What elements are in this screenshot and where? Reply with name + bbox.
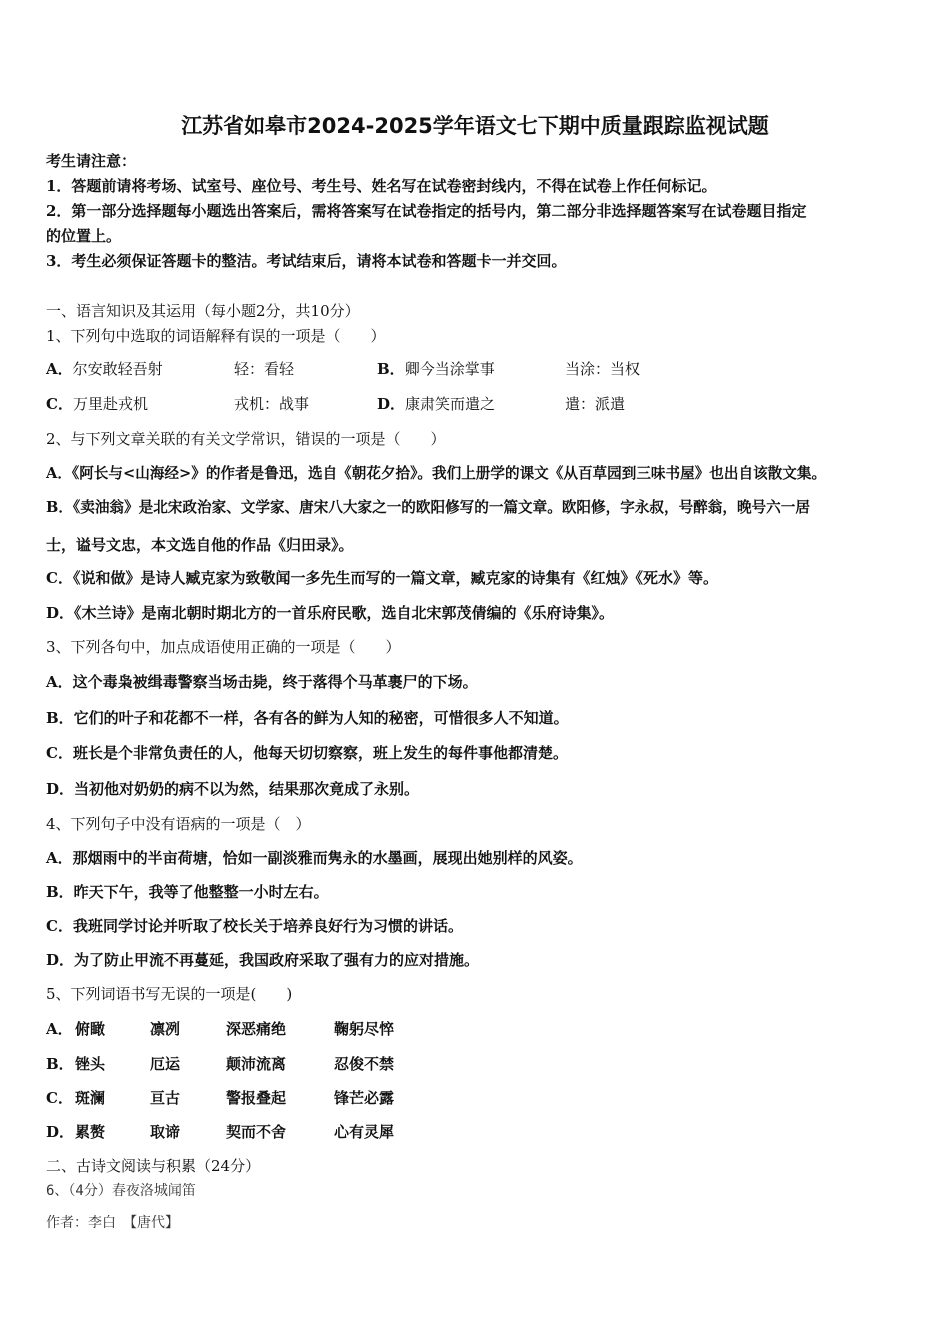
section2-heading: 二、古诗文阅读与积累（24分）: [46, 1157, 261, 1175]
q2-stem: 2、与下列文章关联的有关文学常识，错误的一项是（ ）: [46, 430, 446, 448]
q2-option-b: B．《卖油翁》是北宋政治家、文学家、唐宋八大家之一的欧阳修写的一篇文章。欧阳修，字永叔，号醉翁，晚号六一居: [46, 499, 810, 516]
q5-d-word-1: 累赘: [75, 1123, 106, 1141]
option-label: B．: [377, 360, 405, 378]
q5-c-word-4: 锋芒必露: [334, 1089, 395, 1107]
section1-heading: 一、语言知识及其运用（每小题2分，共10分）: [46, 302, 360, 320]
option-label: A．: [46, 360, 73, 378]
q5-stem: 5、下列词语书写无误的一项是( ): [46, 985, 293, 1003]
notice-heading: 考生请注意：: [46, 152, 137, 170]
q5-c-word-2: 亘古: [150, 1089, 181, 1107]
q1-option-c-note: 戎机：战事: [234, 395, 310, 413]
q4-option-b: B．昨天下午，我等了他整整一小时左右。: [46, 883, 329, 901]
q5-option-d-label: D．: [46, 1123, 75, 1141]
option-label: D．: [377, 395, 406, 413]
q5-c-word-3: 警报叠起: [226, 1089, 287, 1107]
q4-option-a: A．那烟雨中的半亩荷塘，恰如一副淡雅而隽永的水墨画，展现出她别样的风姿。: [46, 849, 583, 867]
q5-option-c-label: C．: [46, 1089, 73, 1107]
q5-option-a-label: A．: [46, 1020, 73, 1038]
q4-option-d: D．为了防止甲流不再蔓延，我国政府采取了强有力的应对措施。: [46, 951, 480, 969]
option-text: 康肃笑而遣之: [405, 395, 496, 413]
q5-d-word-2: 取谛: [150, 1123, 181, 1141]
q5-b-word-3: 颠沛流离: [226, 1055, 287, 1073]
q3-option-a: A．这个毒枭被缉毒警察当场击毙，终于落得个马革裹尸的下场。: [46, 673, 478, 691]
q6-stem: 6、（4分）春夜洛城闻笛: [46, 1183, 196, 1199]
option-text: 尔安敢轻吾射: [72, 360, 163, 378]
q2-option-a: A．《阿长与<山海经>》的作者是鲁迅，选自《朝花夕拾》。我们上册学的课文《从百草园到三味书屋》也出自该散文集。: [46, 465, 827, 482]
notice-item-3: 3．考生必须保证答题卡的整洁。考试结束后，请将本试卷和答题卡一并交回。: [46, 252, 567, 270]
q1-option-b: [377, 359, 495, 379]
q5-c-word-1: 斑澜: [75, 1089, 106, 1107]
q5-d-word-3: 契而不舍: [226, 1123, 287, 1141]
q2-option-b-cont: 士，谥号文忠，本文选自他的作品《归田录》。: [46, 536, 354, 554]
q1-option-c: [46, 394, 148, 414]
q1-option-a-note: 轻：看轻: [234, 360, 295, 378]
option-text: 卿今当涂掌事: [404, 360, 495, 378]
q1-stem: 1、下列句中选取的词语解释有误的一项是（ ）: [46, 327, 386, 345]
option-text: 万里赴戎机: [72, 395, 148, 413]
q1-option-d-note: 遣：派遣: [565, 395, 626, 413]
notice-item-1: 1．答题前请将考场、试室号、座位号、考生号、姓名写在试卷密封线内，不得在试卷上作任何标记。: [46, 177, 717, 195]
q5-option-b-label: B．: [46, 1055, 74, 1073]
q1-option-a: [46, 359, 163, 379]
q5-a-word-4: 鞠躬尽悴: [334, 1020, 395, 1038]
q1-option-d: [377, 394, 495, 414]
q2-option-c: C．《说和做》是诗人臧克家为致敬闻一多先生而写的一篇文章，臧克家的诗集有《红烛》《死水》等。: [46, 569, 718, 587]
q5-a-word-1: 俯瞰: [75, 1020, 106, 1038]
q3-option-c: C．班长是个非常负责任的人，他每天切切察察，班上发生的每件事他都清楚。: [46, 744, 568, 762]
q5-d-word-4: 心有灵犀: [334, 1123, 395, 1141]
q2-option-d: D．《木兰诗》是南北朝时期北方的一首乐府民歌，选自北宋郭茂倩编的《乐府诗集》。: [46, 604, 615, 622]
q1-option-b-note: 当涂：当权: [565, 360, 641, 378]
poem-author: 作者：李白 【唐代】: [46, 1215, 179, 1231]
page-title: 江苏省如皋市2024-2025学年语文七下期中质量跟踪监视试题: [181, 114, 769, 138]
q5-b-word-1: 锉头: [75, 1055, 106, 1073]
notice-item-2: 2．第一部分选择题每小题选出答案后，需将答案写在试卷指定的括号内，第二部分非选择题答案写在试卷题目指定: [46, 202, 807, 220]
q4-option-c: C．我班同学讨论并听取了校长关于培养良好行为习惯的讲话。: [46, 917, 463, 935]
q3-stem: 3、下列各句中，加点成语使用正确的一项是（ ）: [46, 638, 401, 656]
q5-a-word-3: 深恶痛绝: [226, 1020, 287, 1038]
q5-a-word-2: 凛冽: [150, 1020, 181, 1038]
q4-stem: 4、下列句子中没有语病的一项是（ ）: [46, 815, 311, 833]
q5-b-word-2: 厄运: [150, 1055, 181, 1073]
q3-option-d: D．当初他对奶奶的病不以为然，结果那次竟成了永别。: [46, 780, 420, 798]
option-label: C．: [46, 395, 73, 413]
q3-option-b: B．它们的叶子和花都不一样，各有各的鲜为人知的秘密，可惜很多人不知道。: [46, 709, 569, 727]
q5-b-word-4: 忍俊不禁: [334, 1055, 395, 1073]
notice-item-2-cont: 的位置上。: [46, 227, 122, 245]
